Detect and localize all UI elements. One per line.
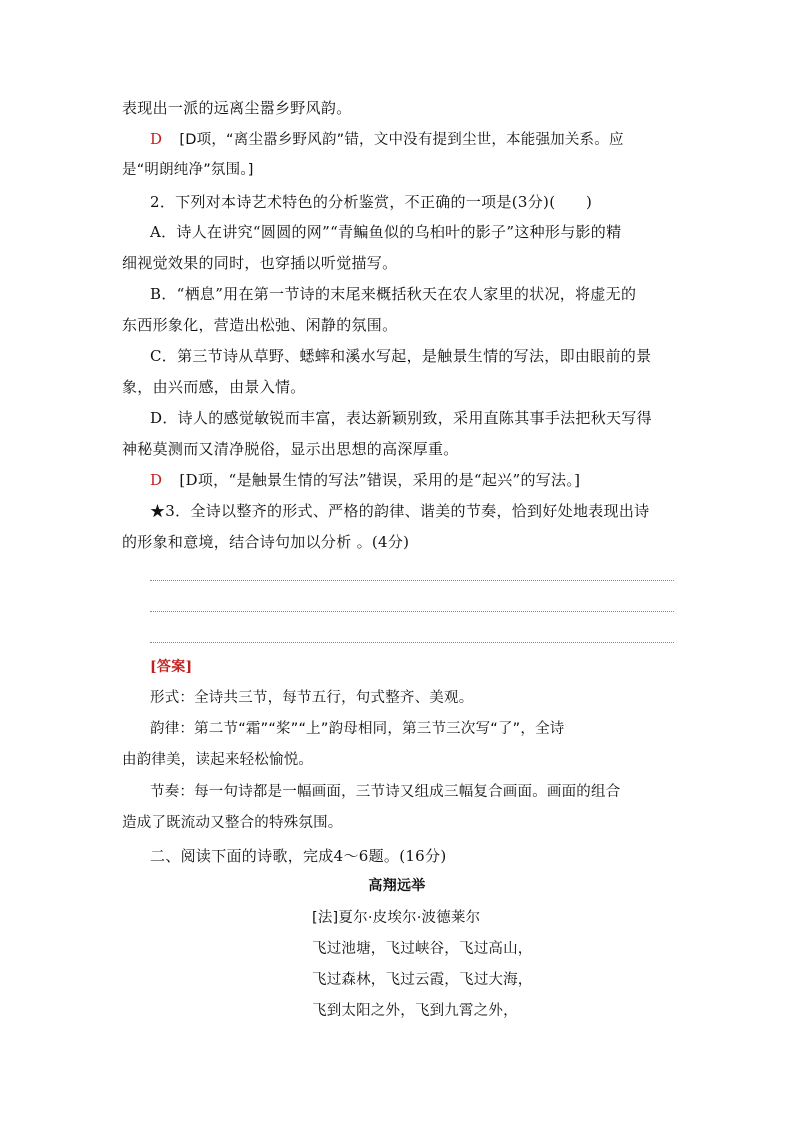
q1-answer-line [150,129,624,150]
option-d: D．诗人的感觉敏锐而丰富，表达新颖别致，采用直陈其事手法把秋天写得 [150,409,652,427]
option-b-cont: 东西形象化，营造出松弛、闲静的氛围。 [122,316,398,334]
answer-rhyme-cont: 由韵律美，读起来轻松愉悦。 [122,752,314,768]
option-d-cont: 神秘莫测而又清净脱俗，显示出思想的高深厚重。 [122,440,459,458]
answer-blank-line [150,642,674,643]
option-c: C．第三节诗从草野、蟋蟀和溪水写起，是触景生情的写法，即由眼前的景 [150,347,652,365]
answer-explanation: [D项，“是触景生情的写法”错误，采用的是“起兴”的写法。] [179,471,581,489]
poem-line: 飞过森林，飞过云霞，飞过大海， [312,972,533,988]
q2-answer-line [150,470,580,490]
answer-letter: D [150,471,163,489]
poem-title: 高翔远举 [368,878,426,894]
answer-rhythm: 节奏：每一句诗都是一幅画面，三节诗又组成三幅复合画面。画面的组合 [150,784,621,800]
answer-label: [答案] [150,659,193,675]
option-a-cont: 细视觉效果的同时，也穿插以听觉描写。 [122,254,398,272]
answer-explanation-cont: 是“明朗纯净”氛围。] [122,162,254,178]
answer-blank-line [150,580,674,581]
answer-rhythm-cont: 造成了既流动又整合的特殊氛围。 [122,815,343,831]
poem-line: 飞过池塘，飞过峡谷，飞过高山， [312,941,533,957]
answer-blank-line [150,611,674,612]
paragraph-line: 表现出一派的远离尘嚣乡野风韵。 [122,99,352,117]
option-c-cont: 象，由兴而感，由景入情。 [122,378,306,396]
answer-letter: D [150,130,163,148]
poem-line: 飞到太阳之外，飞到九霄之外， [312,1003,518,1019]
question-3-stem: ★3．全诗以整齐的形式、严格的韵律、谐美的节奏，恰到好处地表现出诗 [150,502,650,520]
option-a: A．诗人在讲究“圆圆的网”“青鳊鱼似的乌桕叶的影子”这种形与影的精 [150,223,622,241]
option-b: B．“栖息”用在第一节诗的末尾来概括秋天在农人家里的状况，将虚无的 [150,285,637,303]
poem-author: [法]夏尔·皮埃尔·波德莱尔 [312,910,481,926]
answer-rhyme: 韵律：第二节“霜”“桨”“上”韵母相同，第三节三次写“了”，全诗 [150,721,565,737]
answer-explanation: [D项，“离尘嚣乡野风韵”错，文中没有提到尘世，本能强加关系。应 [179,132,624,148]
question-3-stem-cont: 的形象和意境，结合诗句加以分析 。(4分) [122,533,410,551]
section-heading: 二、阅读下面的诗歌，完成4～6题。(16分) [150,847,447,865]
answer-form: 形式：全诗共三节，每节五行，句式整齐、美观。 [150,690,474,706]
question-2-stem: 2．下列对本诗艺术特色的分析鉴赏，不正确的一项是(3分)( ) [150,193,593,211]
